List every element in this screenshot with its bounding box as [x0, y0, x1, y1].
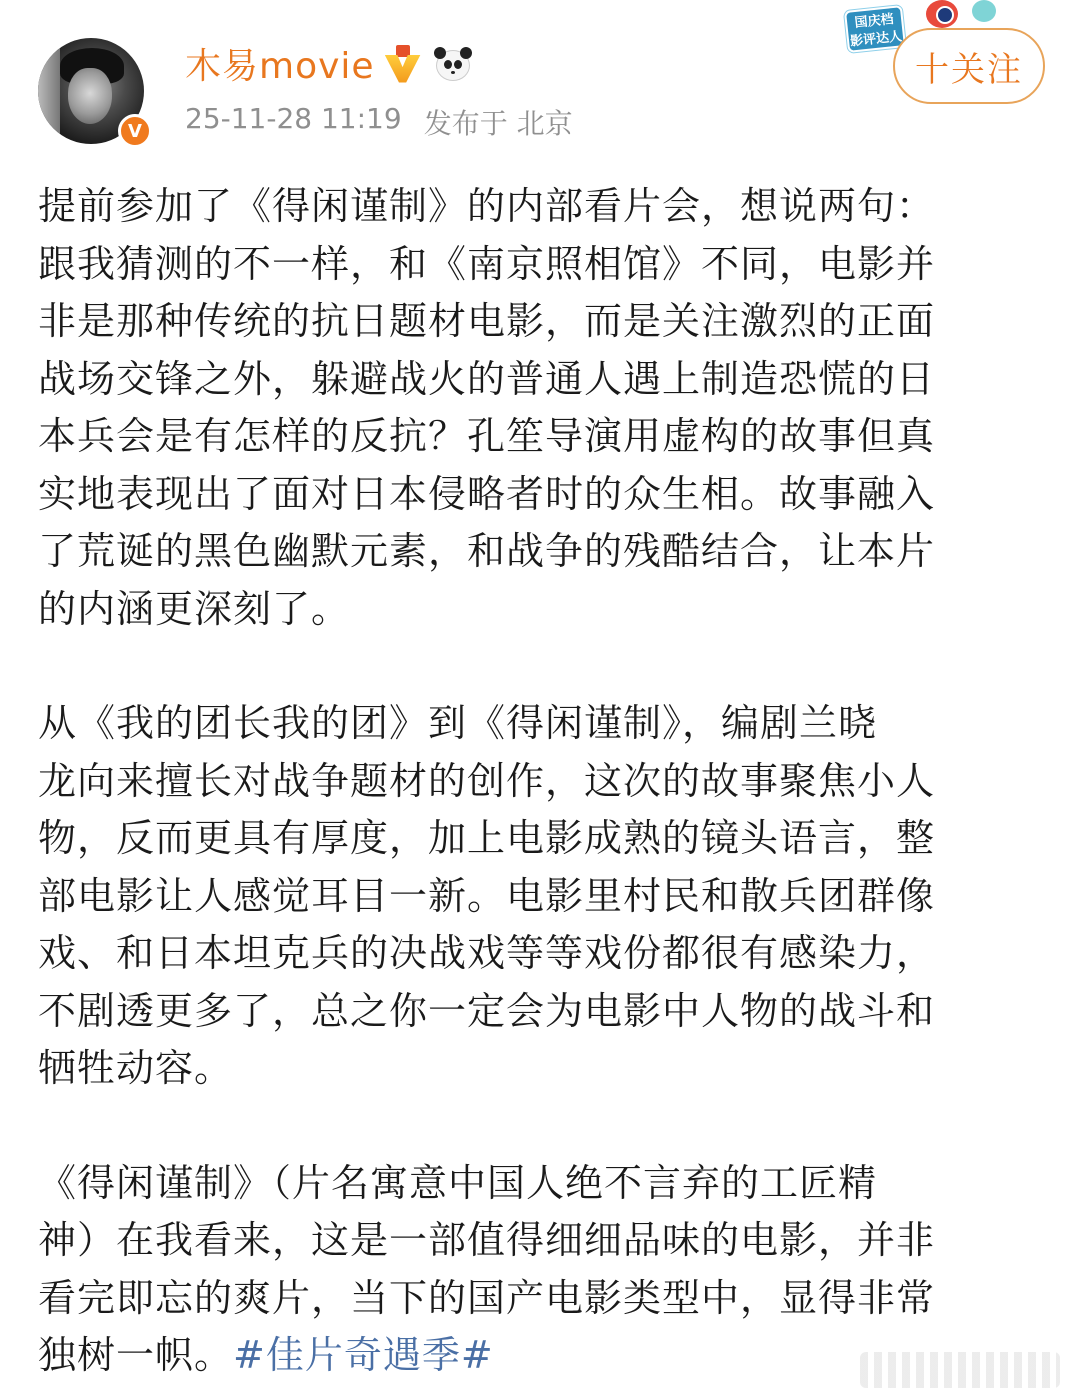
- line: 戏、和日本坦克兵的决战戏等等戏份都很有感染力，: [38, 931, 936, 975]
- username-row: [185, 38, 473, 89]
- line: 从《我的团长我的团》到《得闲谨制》，编剧兰晓: [38, 701, 878, 745]
- line: 神）在我看来，这是一部值得细细品味的电影，并非: [38, 1218, 936, 1262]
- hashtag-link[interactable]: #佳片奇遇季#: [233, 1333, 494, 1377]
- verified-v-icon: V: [118, 114, 152, 148]
- post-header: [0, 0, 1080, 150]
- line: 《得闲谨制》（片名寓意中国人绝不言弃的工匠精: [38, 1160, 878, 1205]
- line: 跟我猜测的不一样，和《南京照相馆》不同，电影并: [38, 241, 936, 286]
- username-link[interactable]: 木易movie: [185, 46, 375, 87]
- line: 实地表现出了面对日本侵略者时的众生相。故事融入: [38, 471, 936, 516]
- post-timestamp: 25-11-28 11:19: [185, 102, 402, 135]
- post-meta: [185, 102, 573, 142]
- medal-icon[interactable]: [383, 43, 423, 85]
- line: 牺牲动容。: [38, 1046, 234, 1090]
- line: 提前参加了《得闲谨制》的内部看片会，想说两句：: [38, 184, 936, 228]
- line: 非是那种传统的抗日题材电影，而是关注激烈的正面: [38, 299, 936, 343]
- panda-icon[interactable]: [433, 45, 473, 83]
- paragraph-2: [38, 695, 1048, 1098]
- line: 龙向来擅长对战争题材的创作，这次的故事聚焦小人: [38, 758, 936, 803]
- line: 物，反而更具有厚度，加上电影成熟的镜头语言，整: [38, 816, 936, 860]
- line: 的内涵更深刻了。: [38, 586, 351, 631]
- watermark: [860, 1352, 1060, 1388]
- post-location: 发布于 北京: [423, 107, 573, 140]
- paragraph-3: [38, 1155, 1048, 1385]
- line: 独树一帜。: [38, 1333, 234, 1377]
- line: 了荒诞的黑色幽默元素，和战争的残酷结合，让本片: [38, 529, 936, 573]
- follow-button[interactable]: 十关注: [893, 28, 1045, 104]
- line: 部电影让人感觉耳目一新。电影里村民和散兵团群像: [38, 873, 936, 918]
- weibo-mascot-icon: [926, 0, 958, 28]
- post-body: [38, 178, 1048, 1400]
- line: 看完即忘的爽片，当下的国产电影类型中，显得非常: [38, 1275, 936, 1320]
- paragraph-1: [38, 178, 1048, 638]
- line: 战场交锋之外，躲避战火的普通人遇上制造恐慌的日: [38, 356, 936, 401]
- film-reel-icon: [972, 0, 996, 22]
- line: 本兵会是有怎样的反抗？孔笙导演用虚构的故事但真: [38, 414, 936, 458]
- event-badge-tag: 国庆档 影评达人: [844, 5, 906, 53]
- line: 不剧透更多了，总之你一定会为电影中人物的战斗和: [38, 988, 936, 1033]
- avatar[interactable]: [38, 38, 148, 148]
